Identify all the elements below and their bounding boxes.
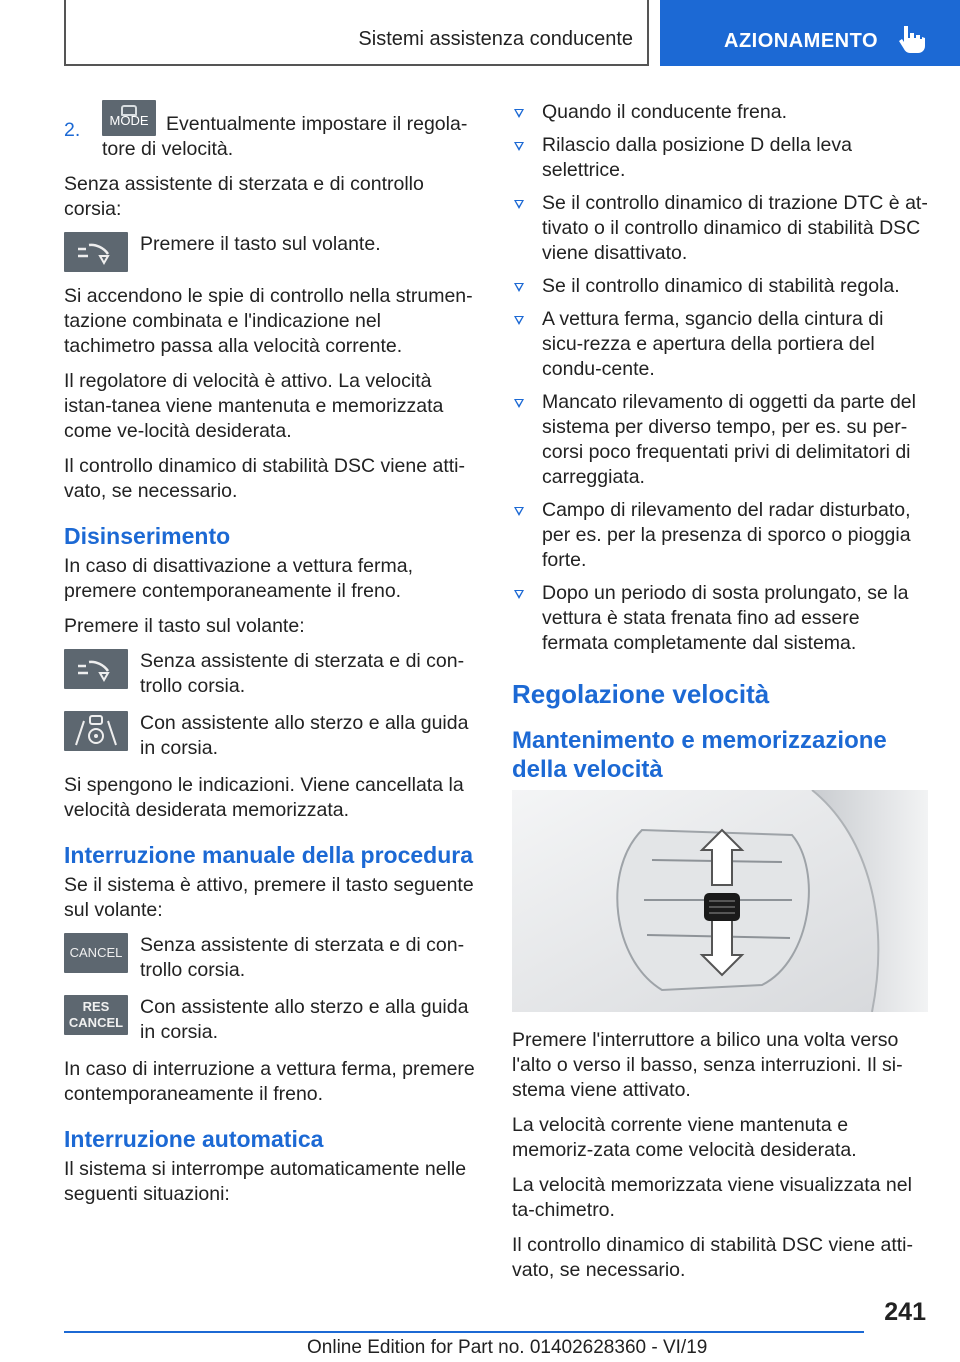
heading-auto-interruption: Interruzione automatica <box>64 1126 324 1152</box>
list-item: Rilascio dalla posizione D della leva selettrice. <box>512 133 928 183</box>
icon-row-text: Con assistente allo sterzo e alla guida in corsia. <box>140 996 469 1043</box>
paragraph: Si accendono le spie di controllo nella strumen-tazione combinata e l'indicazione nel tachimetro passa alla velocità corrente. <box>64 285 473 357</box>
icon-row-text: Con assistente allo sterzo e alla guida in corsia. <box>140 712 469 759</box>
paragraph: La velocità memorizzata viene visualizzata nel ta-chimetro. <box>512 1174 912 1221</box>
cruise-control-icon <box>64 232 128 272</box>
header-section-box <box>64 0 649 66</box>
paragraph: Il sistema si interrompe automaticamente nelle seguenti situazioni: <box>64 1158 467 1205</box>
interruption-list <box>512 100 928 656</box>
list-item: Quando il conducente frena. <box>512 100 928 125</box>
list-item: Dopo un periodo di sosta prolungato, se la vettura è stata frenata fino ad essere fermata completamente dal sistema. <box>512 581 928 656</box>
section-title: Sistemi assistenza conducente <box>358 28 633 50</box>
paragraph: Si spengono le indicazioni. Viene cancellata la velocità desiderata memorizzata. <box>64 774 464 821</box>
steering-wheel-illustration <box>512 790 928 1012</box>
paragraph: Il controllo dinamico di stabilità DSC viene atti-vato, se necessario. <box>64 455 466 502</box>
icon-row-res-cancel <box>64 995 476 1045</box>
paragraph: Il regolatore di velocità è attivo. La velocità istan-tanea viene mantenuta e memorizzata come ve-locità desiderata. <box>64 370 444 442</box>
heading-keep-speed: Mantenimento e memorizzazione della velocità <box>512 727 887 783</box>
heading-manual-interruption: Interruzione manuale della procedura <box>64 842 473 868</box>
step-2-text: Eventualmente impostare il regola-tore di velocità. <box>102 113 468 160</box>
paragraph: Il controllo dinamico di stabilità DSC viene atti-vato, se necessario. <box>512 1234 914 1281</box>
edition-text: Online Edition for Part no. 01402628360 - VI/19 <box>307 1337 708 1358</box>
cancel-button-icon: CANCEL <box>64 933 128 973</box>
paragraph: In caso di disattivazione a vettura ferma, premere contemporaneamente il freno. <box>64 555 414 602</box>
list-item: Se il controllo dinamico di stabilità regola. <box>512 274 928 299</box>
paragraph: Se il sistema è attivo, premere il tasto seguente sul volante: <box>64 874 474 921</box>
page-header <box>0 0 960 68</box>
list-item: Campo di rilevamento del radar disturbato, per es. per la presenza di sporco o pioggia forte. <box>512 498 928 573</box>
icon-row-steering-2 <box>64 649 476 699</box>
icon-row-steering <box>64 232 476 272</box>
icon-row-text: Senza assistente di sterzata e di con-trollo corsia. <box>140 650 465 697</box>
list-item: Mancato rilevamento di oggetti da parte del sistema per diverso tempo, per es. su per-corsi poco frequentati privi di delimitatori di carreggiata. <box>512 390 928 490</box>
paragraph: Senza assistente di sterzata e di controllo corsia: <box>64 173 424 220</box>
mode-button-icon: MODE <box>102 100 156 136</box>
lane-assist-icon <box>64 711 128 751</box>
heading-disinserimento: Disinserimento <box>64 523 231 549</box>
icon-row-cancel <box>64 933 476 983</box>
page-number: 241 <box>884 1298 926 1326</box>
paragraph: In caso di interruzione a vettura ferma, premere contemporaneamente il freno. <box>64 1058 475 1105</box>
res-cancel-button-icon: RES CANCEL <box>64 995 128 1035</box>
cruise-control-icon <box>64 649 128 689</box>
paragraph: Premere l'interruttore a bilico una volta verso l'alto o verso il basso, senza interruzioni. Il si-stema viene attivato. <box>512 1029 903 1101</box>
step-number: 2. <box>64 119 81 141</box>
heading-speed-regulation: Regolazione velocità <box>512 679 770 709</box>
list-item: Se il controllo dinamico di trazione DTC è at-tivato o il controllo dinamico di stabilità DSC viene disattivato. <box>512 191 928 266</box>
hand-pointer-icon <box>896 24 928 54</box>
step-2 <box>64 100 476 162</box>
list-item: A vettura ferma, sgancio della cintura di sicu-rezza e apertura della portiera del condu-cente. <box>512 307 928 382</box>
paragraph: Premere il tasto sul volante: <box>64 615 305 637</box>
icon-row-text: Senza assistente di sterzata e di con-trollo corsia. <box>140 934 465 981</box>
chapter-title: AZIONAMENTO <box>724 30 879 52</box>
icon-row-text: Premere il tasto sul volante. <box>140 233 381 255</box>
icon-row-lane-assist <box>64 711 476 761</box>
footer-divider <box>64 1331 864 1333</box>
paragraph: La velocità corrente viene mantenuta e memoriz-zata come velocità desiderata. <box>512 1114 857 1161</box>
left-column <box>64 100 476 1217</box>
right-column <box>512 100 928 1293</box>
header-chapter-box <box>660 0 960 66</box>
